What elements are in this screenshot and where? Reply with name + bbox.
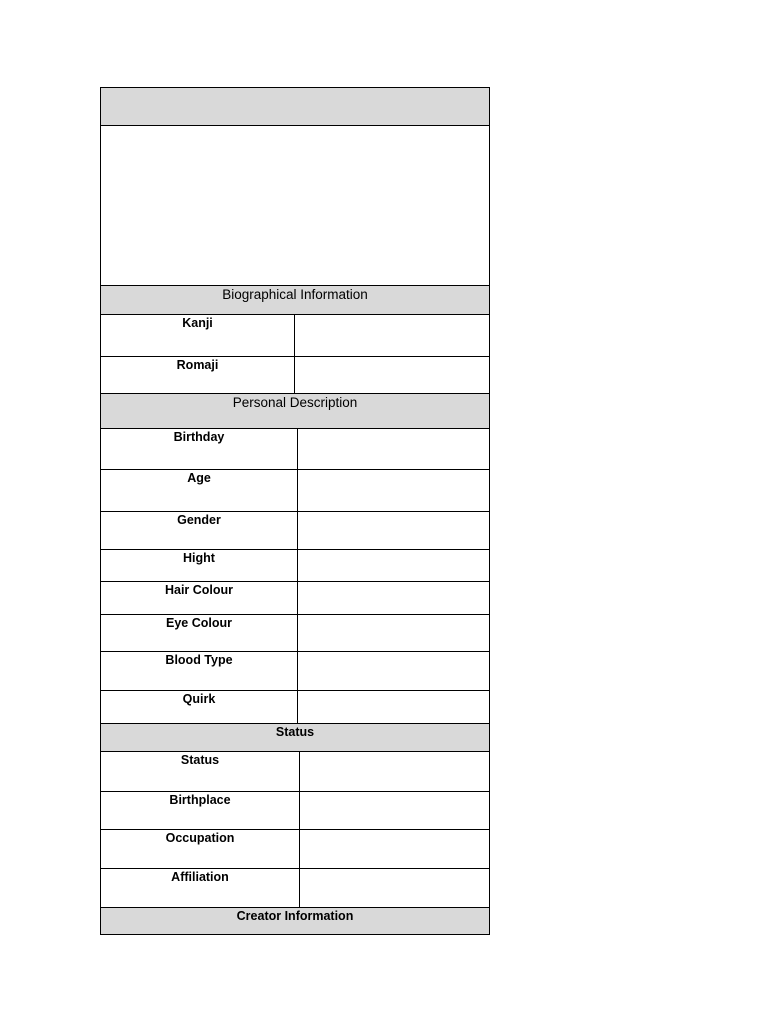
- field-label: Hight: [101, 550, 298, 581]
- field-value[interactable]: [295, 357, 489, 393]
- field-label: Quirk: [101, 691, 298, 723]
- field-row-age: [101, 469, 489, 511]
- section-header-status: [101, 723, 489, 751]
- field-row-occupation: [101, 829, 489, 868]
- section-heading: Status: [275, 725, 315, 739]
- section-header-creator: [101, 907, 489, 935]
- field-value[interactable]: [300, 752, 489, 791]
- field-row-birthplace: [101, 791, 489, 829]
- field-label: Hair Colour: [101, 582, 298, 614]
- field-label: Age: [101, 470, 298, 511]
- field-value[interactable]: [298, 550, 489, 581]
- field-value[interactable]: [298, 615, 489, 651]
- field-value[interactable]: [300, 830, 489, 868]
- field-value[interactable]: [298, 470, 489, 511]
- field-row-hair-colour: [101, 581, 489, 614]
- field-label: Romaji: [101, 357, 295, 393]
- field-value[interactable]: [300, 869, 489, 907]
- section-heading: Personal Description: [232, 395, 358, 410]
- field-row-blood-type: [101, 651, 489, 690]
- field-row-romaji: [101, 356, 489, 393]
- field-row-quirk: [101, 690, 489, 723]
- field-value[interactable]: [298, 582, 489, 614]
- section-header-biographical: [101, 285, 489, 314]
- field-row-hight: [101, 549, 489, 581]
- field-row-affiliation: [101, 868, 489, 907]
- field-label: Affiliation: [101, 869, 300, 907]
- field-value[interactable]: [298, 512, 489, 549]
- section-heading: Creator Information: [236, 909, 354, 923]
- field-label: Birthday: [101, 429, 298, 469]
- field-value[interactable]: [298, 652, 489, 690]
- field-row-kanji: [101, 314, 489, 356]
- section-heading: Biographical Information: [222, 287, 368, 302]
- character-profile-table: [100, 87, 490, 935]
- field-label: Gender: [101, 512, 298, 549]
- field-label: Kanji: [101, 315, 295, 356]
- title-bar: [101, 87, 489, 125]
- section-header-personal: [101, 393, 489, 428]
- field-label: Blood Type: [101, 652, 298, 690]
- field-label: Eye Colour: [101, 615, 298, 651]
- field-label: Occupation: [101, 830, 300, 868]
- field-label: Status: [101, 752, 300, 791]
- field-value[interactable]: [298, 691, 489, 723]
- field-row-eye-colour: [101, 614, 489, 651]
- character-image-area: [101, 125, 489, 285]
- field-label: Birthplace: [101, 792, 300, 829]
- field-row-gender: [101, 511, 489, 549]
- field-value[interactable]: [295, 315, 489, 356]
- field-row-status: [101, 751, 489, 791]
- field-value[interactable]: [298, 429, 489, 469]
- field-value[interactable]: [300, 792, 489, 829]
- field-row-birthday: [101, 428, 489, 469]
